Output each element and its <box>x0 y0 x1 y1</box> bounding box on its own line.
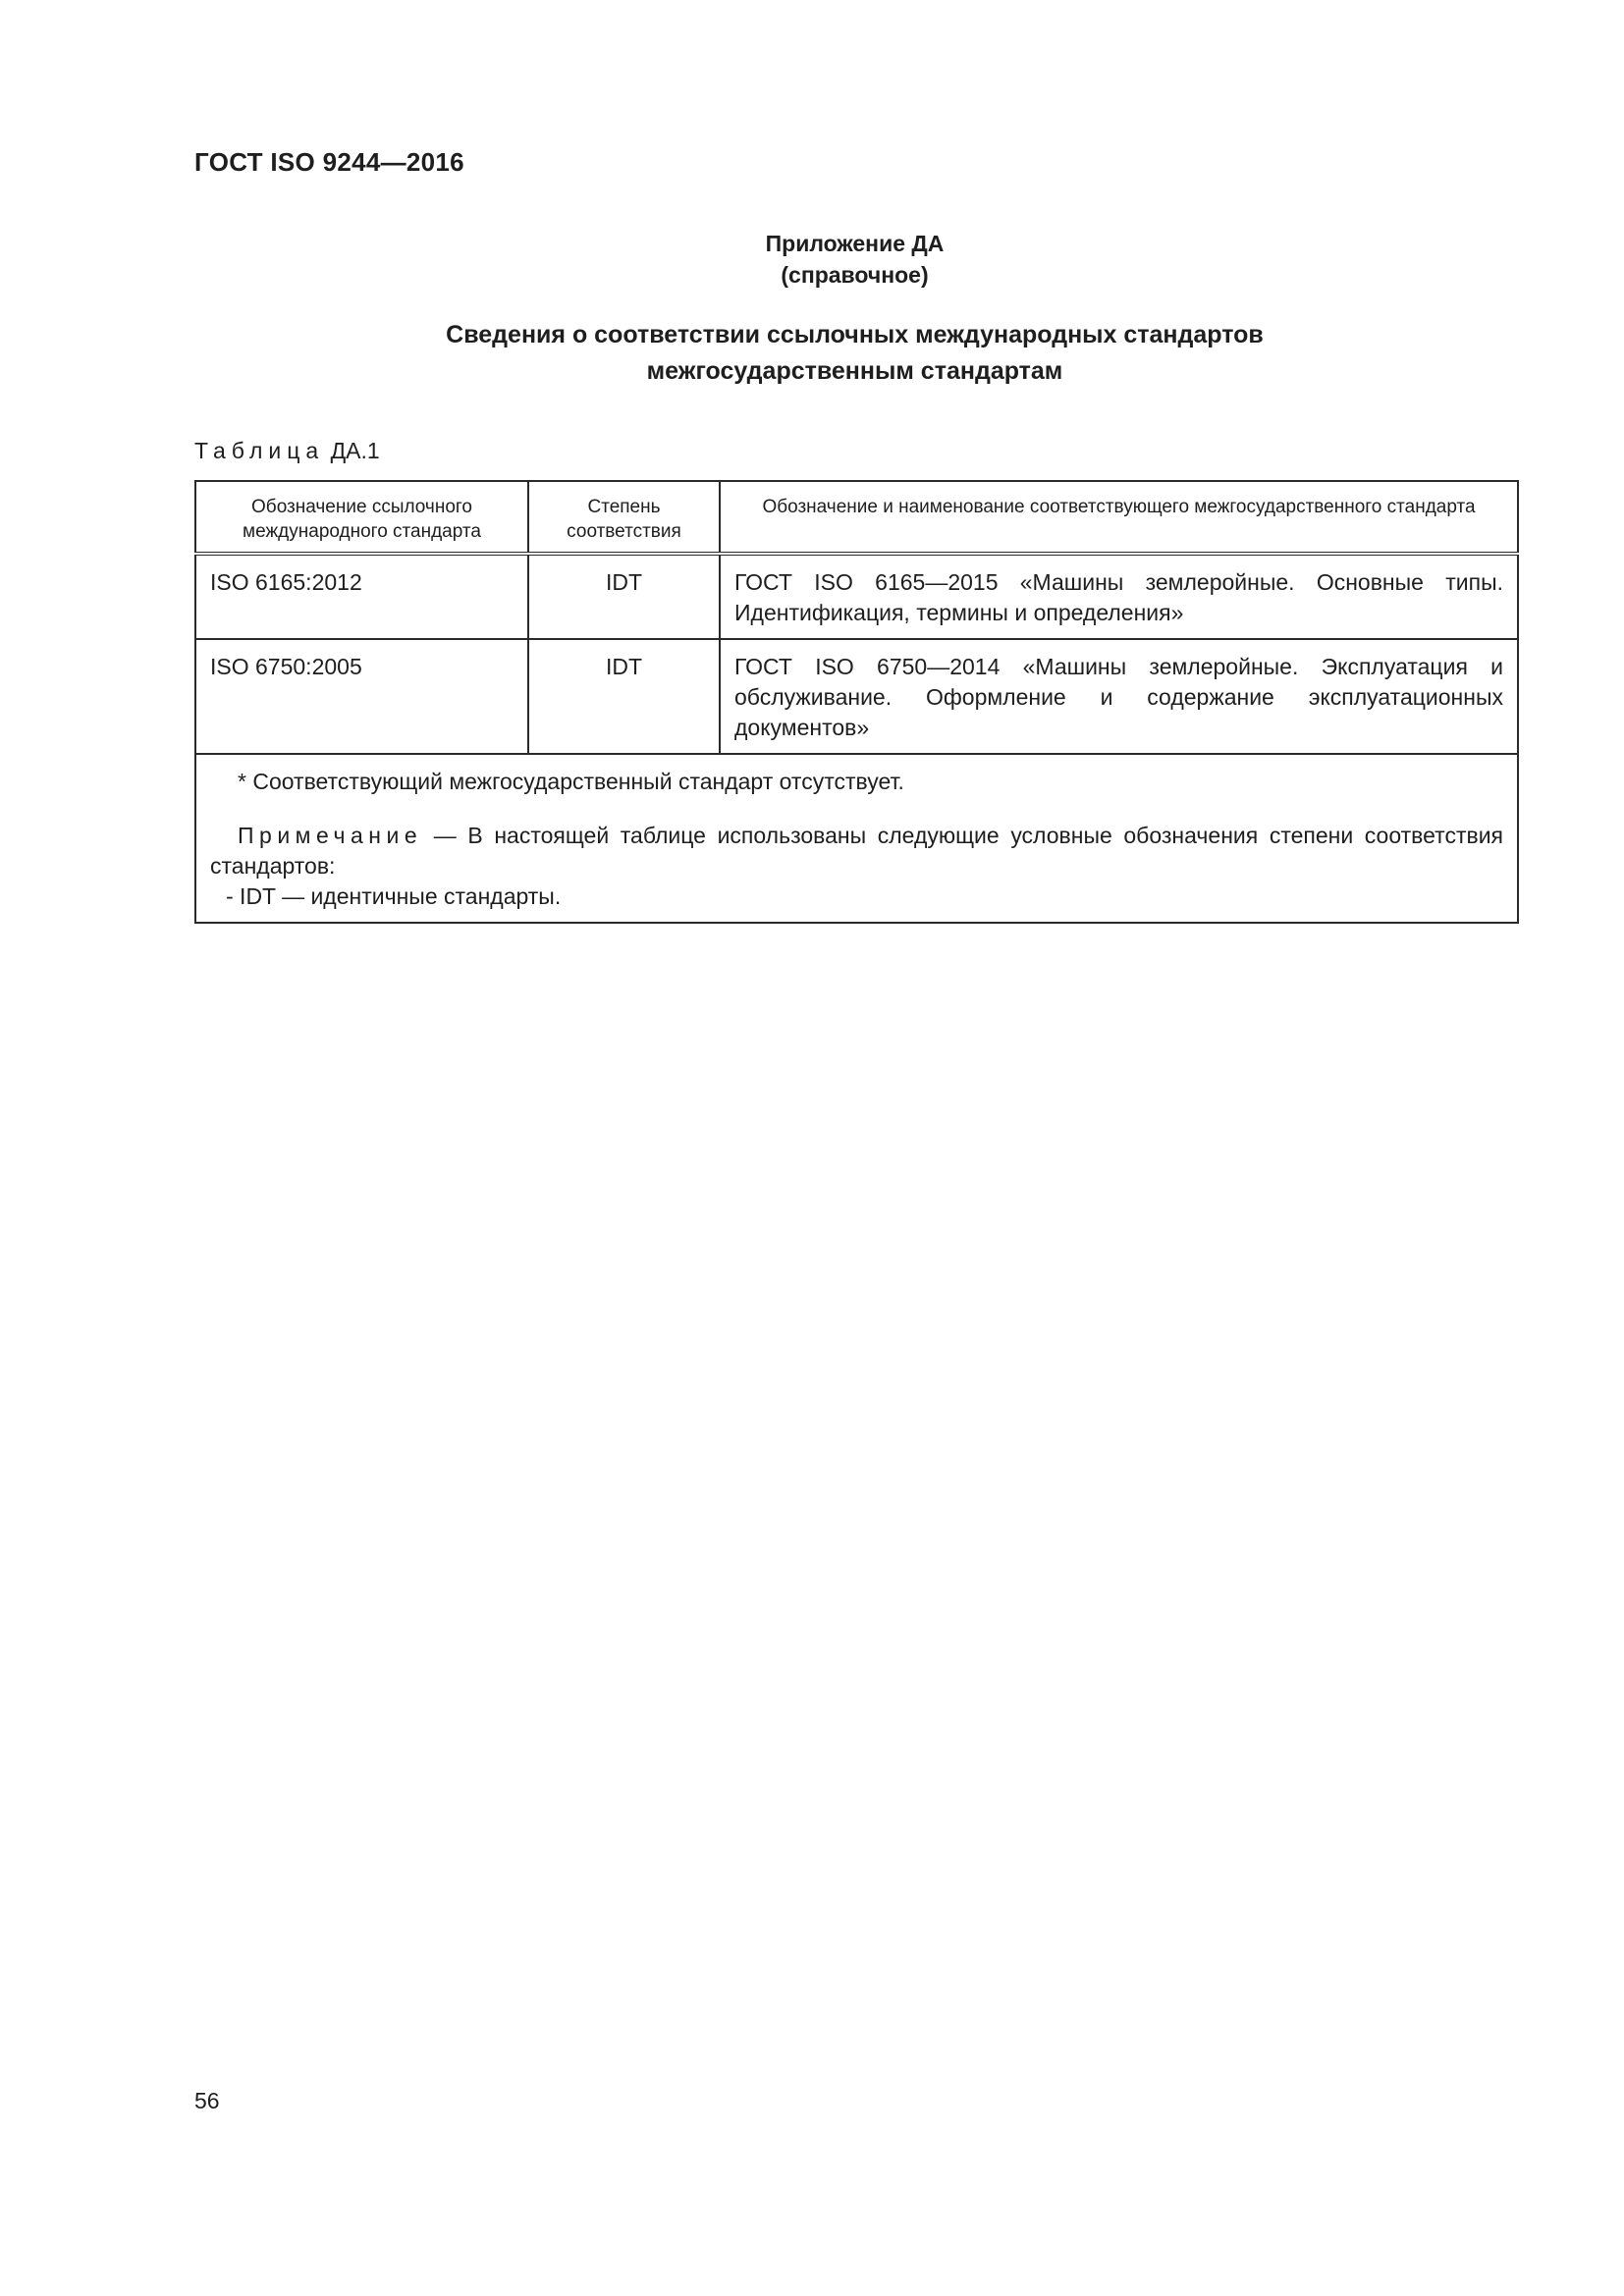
annex-header <box>194 228 1515 390</box>
page-number: 56 <box>194 2088 220 2113</box>
table-caption-number: ДА.1 <box>330 438 380 463</box>
cell-degree: IDT <box>528 554 720 639</box>
table-caption <box>194 438 380 464</box>
annex-kind: (справочное) <box>781 262 929 288</box>
table-header-row <box>195 481 1518 554</box>
cell-degree: IDT <box>528 639 720 754</box>
legend-item: - IDT — идентичные стандарты. <box>226 883 562 909</box>
annex-title: Приложение ДА <box>765 231 945 256</box>
annex-heading-line-1: Сведения о соответствии ссылочных международных стандартов <box>446 321 1264 348</box>
cell-national-standard: ГОСТ ISO 6750—2014 «Машины землеройные. Эксплуатация и обслуживание. Оформление и содержание эксплуатационных документов» <box>720 639 1518 754</box>
annex-heading <box>194 317 1515 390</box>
cell-designation: ISO 6165:2012 <box>195 554 528 639</box>
column-header-designation: Обозначение ссылочного международного стандарта <box>195 481 528 554</box>
cell-designation: ISO 6750:2005 <box>195 639 528 754</box>
cell-national-standard: ГОСТ ISO 6165—2015 «Машины землеройные. Основные типы. Идентификация, термины и определения» <box>720 554 1518 639</box>
annex-heading-line-2: межгосударственным стандартам <box>646 357 1063 385</box>
table-row <box>195 554 1518 639</box>
column-header-national-standard: Обозначение и наименование соответствующего межгосударственного стандарта <box>720 481 1518 554</box>
note-text: — В настоящей таблице использованы следующие условные обозначения степени соответствия стандартов: <box>210 823 1503 879</box>
column-header-degree: Степень соответствия <box>528 481 720 554</box>
document-code: ГОСТ ISO 9244—2016 <box>194 147 464 177</box>
note-label: Примечание <box>238 823 423 848</box>
correspondence-table <box>194 480 1519 924</box>
table-notes-row <box>195 754 1518 923</box>
notes-cell <box>195 754 1518 923</box>
table-footnote: * Соответствующий межгосударственный стандарт отсутствует. <box>238 769 904 794</box>
table-row <box>195 639 1518 754</box>
table-caption-word: Таблица <box>194 438 325 463</box>
table-note <box>210 821 1503 881</box>
